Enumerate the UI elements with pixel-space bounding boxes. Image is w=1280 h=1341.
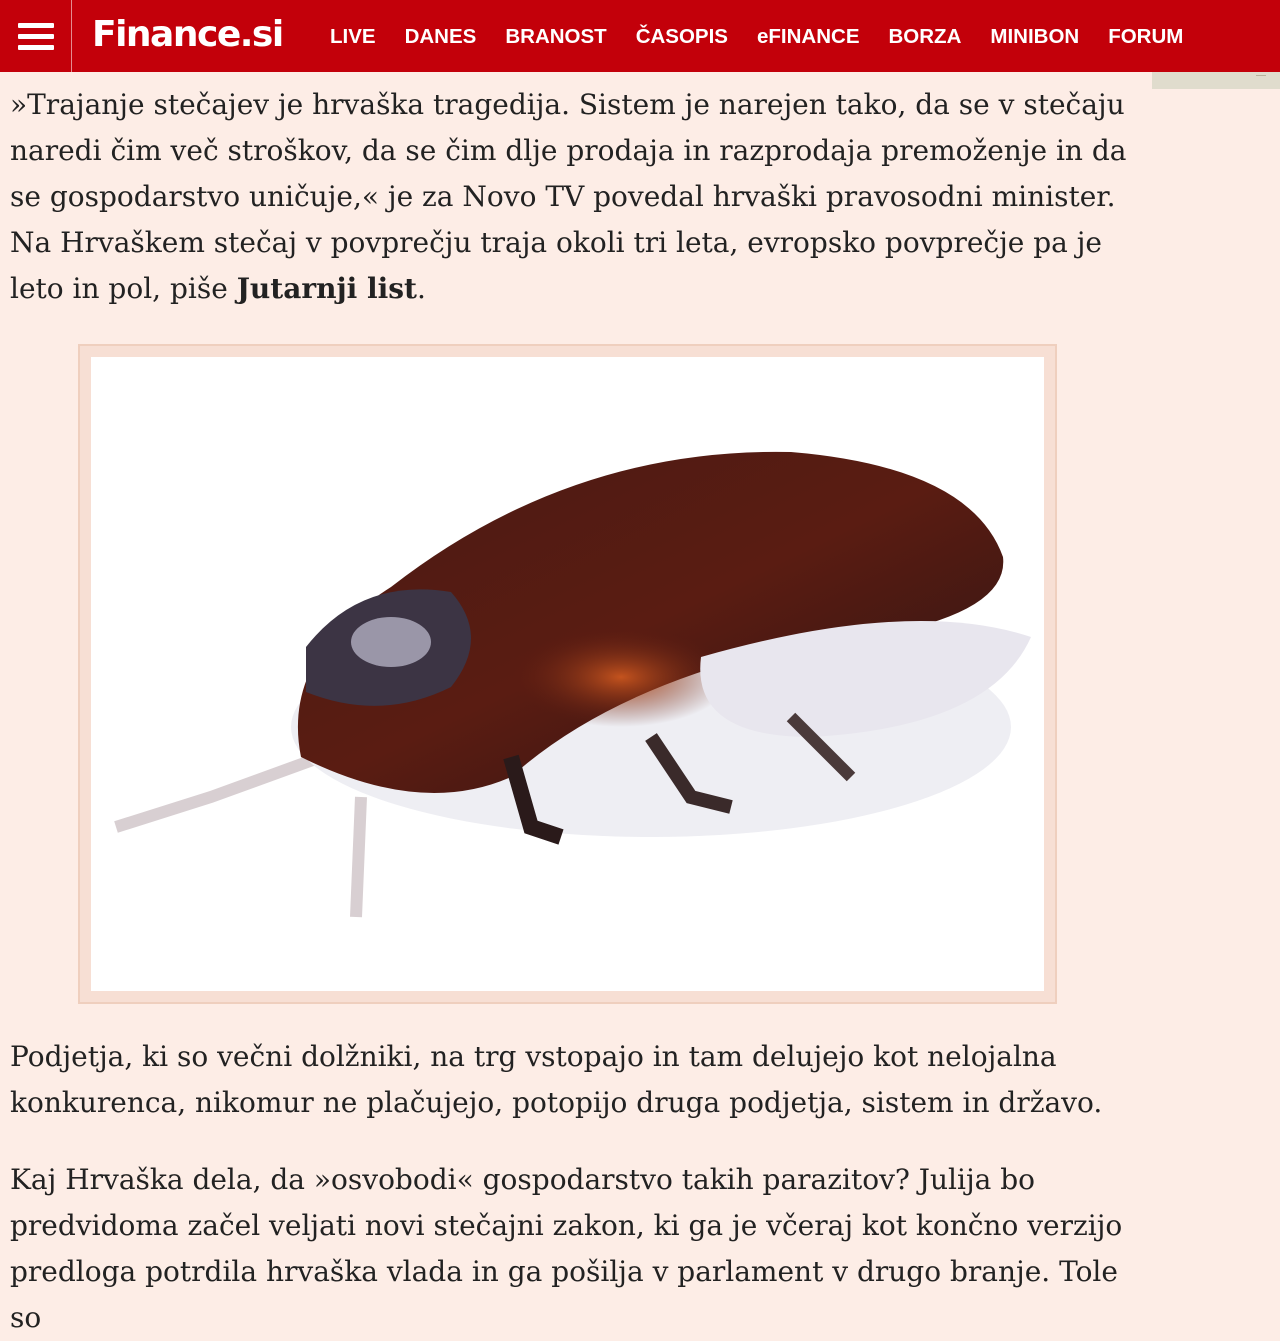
menu-line [18, 23, 54, 28]
paragraph-text: »Trajanje stečajev je hrvaška tragedija. Sistem je narejen tako, da se v stečaju naredi čim več stroškov, da se čim dlje prodaja in razprodaja premoženje in da se gospodarstvo uničuje,« je za Novo TV povedal hrvaški pravosodni minister. Na Hrvaškem stečaj v povprečju traja okoli tri leta, evropsko povprečje pa je leto in pol, piše [10, 88, 1127, 305]
antenna [356, 797, 361, 917]
nav-live[interactable]: LIVE [330, 25, 376, 48]
main-nav [330, 0, 1183, 72]
article-image [78, 344, 1057, 1004]
cockroach-illustration [91, 357, 1044, 991]
article-body [10, 82, 1150, 312]
sidebar-ad-strip [1152, 72, 1280, 89]
antenna [116, 757, 321, 827]
site-logo[interactable]: Finance.si [92, 14, 283, 55]
nav-borza[interactable]: BORZA [888, 25, 962, 48]
nav-danes[interactable]: DANES [404, 25, 477, 48]
nav-minibon[interactable]: MINIBON [990, 25, 1080, 48]
paragraph-text: Podjetja, ki so večni dolžniki, na trg vstopajo in tam delujejo kot nelojalna konkurenca, nikomur ne plačujejo, potopijo druga podjetja, sistem in državo. [10, 1040, 1103, 1119]
nav-efinance[interactable]: eFINANCE [756, 25, 860, 48]
sidebar-ad-mark [1256, 72, 1266, 76]
cockroach-image [91, 357, 1044, 991]
head-highlight [351, 617, 431, 667]
menu-line [18, 45, 54, 50]
paragraph-text: Kaj Hrvaška dela, da »osvobodi« gospodarstvo takih parazitov? Julija bo predvidoma začel veljati novi stečajni zakon, ki ga je včeraj kot končno verzijo predloga potrdila hrvaška vlada in ga pošilja v parlament v drugo branje. Tole so [10, 1163, 1123, 1334]
nav-branost[interactable]: BRANOST [505, 25, 607, 48]
menu-line [18, 34, 54, 39]
nav-forum[interactable]: FORUM [1108, 25, 1184, 48]
article-paragraph [10, 82, 1150, 312]
nav-casopis[interactable]: ČASOPIS [635, 25, 728, 48]
article-paragraph [10, 1157, 1150, 1341]
source-name: Jutarnji list [236, 272, 417, 305]
paragraph-end: . [416, 272, 426, 305]
body-highlight [511, 627, 731, 727]
top-navigation-bar [0, 0, 1280, 72]
article-paragraph [10, 1034, 1150, 1126]
hamburger-menu-icon[interactable] [0, 0, 72, 72]
